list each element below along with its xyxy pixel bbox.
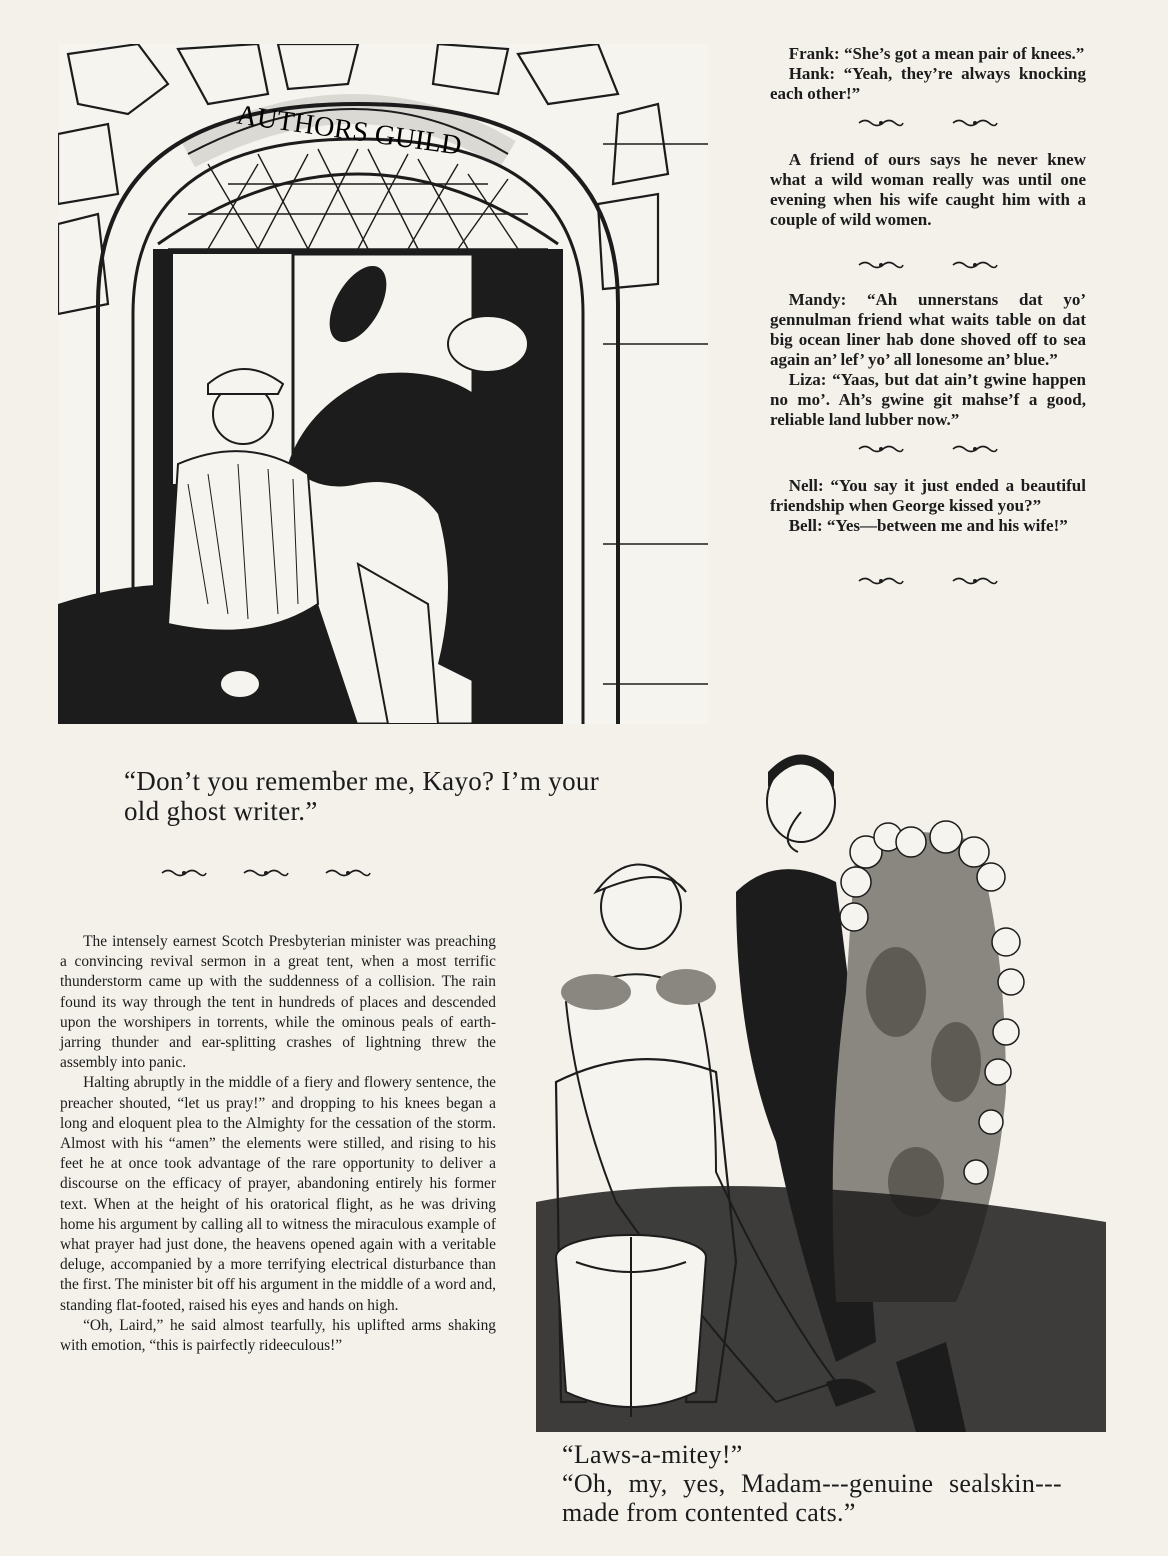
- ornament-divider: [770, 118, 1086, 130]
- ornament-icon: [324, 868, 372, 878]
- ornament-divider: [770, 260, 1086, 272]
- joke-mandy: Mandy: “Ah unnerstans dat yo’ gennulman friend what waits table on dat big ocean liner hab done shoved off to sea again an’ lef’ yo’ all lonesome an’ blue.”: [770, 290, 1086, 369]
- joke-liza: Liza: “Yaas, but dat ain’t gwine happen no mo’. Ah’s gwine git mahse’f a good, reliable land lubber now.”: [770, 370, 1086, 429]
- ornament-icon: [160, 868, 208, 878]
- joke-hank: Hank: “Yeah, they’re always knocking each other!”: [770, 64, 1086, 103]
- story-paragraph: “Oh, Laird,” he said almost tearfully, his uplifted arms shaking with emotion, “this is pairfectly rideeculous!”: [60, 1316, 496, 1355]
- fur-coat-illustration: [536, 742, 1106, 1432]
- joke-frank: Frank: “She’s got a mean pair of knees.”: [788, 44, 1085, 63]
- fur-coat-caption: [562, 1440, 1062, 1527]
- ornament-icon: [857, 260, 905, 270]
- preacher-story: [60, 932, 496, 1356]
- ornament-icon: [857, 118, 905, 128]
- ornament-icon: [951, 444, 999, 454]
- ornament-row-left: [160, 868, 372, 878]
- jokes-column: [770, 44, 1086, 606]
- ornament-icon: [951, 260, 999, 270]
- caption-text: “Don’t you remember me, Kayo? I’m your old ghost writer.”: [124, 766, 600, 826]
- authors-guild-cartoon: [58, 44, 708, 724]
- story-paragraph: Halting abruptly in the middle of a fiery and flowery sentence, the preacher shouted, “let us pray!” and dropping to his knees began a long and eloquent plea to the Almighty for the cessation of the storm. Almost with his “amen” the elements were stilled, and rising to his feet he at once took advantage of the rare opportunity to deliver a discourse on the efficacy of prayer, abandoning entirely his former text. When at the height of his oratorical flight, as he was driving home his argument by calling all to witness the miraculous example of what prayer had just done, the heavens opened again with a veritable deluge, accompanied by a more terrifying electrical disturbance than the first. The minister bit off his argument in the middle of a word and, standing flat-footed, raised his eyes and hands on high.: [60, 1074, 496, 1314]
- guild-sign-text: AUTHORS GUILD: [234, 99, 464, 162]
- ornament-icon: [951, 576, 999, 586]
- ornament-icon: [857, 576, 905, 586]
- ornament-icon: [242, 868, 290, 878]
- story-paragraph: The intensely earnest Scotch Presbyterian minister was preaching a convincing revival sermon in a great tent, when a most terrific thunderstorm came up with the suddenness of a collision. The rain found its way through the tent in hundreds of places and descended upon the worshipers in torrents, while the ominous peals of earth-jarring thunder and ear-splitting crashes of lightning threw the assembly into panic.: [60, 933, 496, 1072]
- joke-wild-woman: A friend of ours says he never knew what a wild woman really was until one evening when his wife caught him with a couple of wild women.: [770, 150, 1086, 229]
- ornament-icon: [951, 118, 999, 128]
- joke-bell: Bell: “Yes—between me and his wife!”: [788, 516, 1068, 535]
- fur-coat-cartoon: [536, 742, 1106, 1432]
- authors-guild-illustration: [58, 44, 708, 724]
- ornament-divider: [770, 444, 1086, 456]
- joke-nell: Nell: “You say it just ended a beautiful friendship when George kissed you?”: [770, 476, 1086, 515]
- ornament-icon: [857, 444, 905, 454]
- ornament-divider: [770, 576, 1086, 588]
- caption-line-1: “Laws-a-mitey!”: [562, 1440, 743, 1469]
- caption-line-2: “Oh, my, yes, Madam---genuine sealskin---made from contented cats.”: [562, 1469, 1062, 1527]
